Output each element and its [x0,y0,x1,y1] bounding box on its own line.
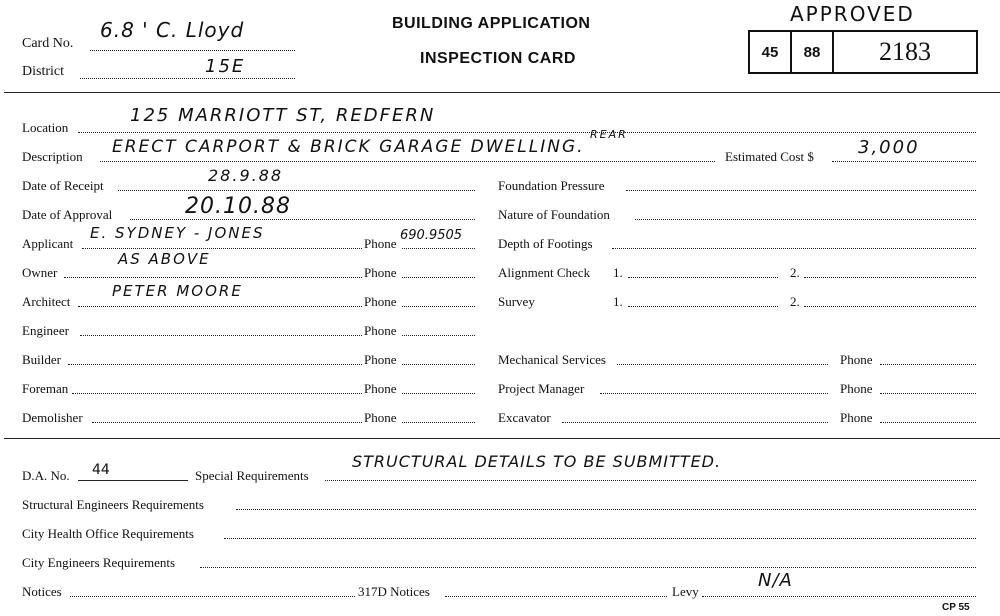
title-line-1: BUILDING APPLICATION [392,15,591,32]
title-line-2: INSPECTION CARD [420,50,576,67]
architect-phone-label: Phone [364,294,397,309]
health-label: City Health Office Requirements [22,526,194,541]
pm-line [600,393,828,394]
applicant-phone-value: 690.9505 [400,228,463,243]
owner-phone-line [402,277,475,278]
foundation-pressure-line [626,190,976,191]
box-cell-1: 45 [750,32,792,72]
cost-label: Estimated Cost $ [725,149,814,164]
structural-label: Structural Engineers Requirements [22,497,204,512]
cost-value: 3,000 [858,137,920,158]
structural-line [236,509,976,510]
excavator-phone-label: Phone [840,410,873,425]
survey-line-2 [804,306,976,307]
levy-line [702,596,976,597]
applicant-phone-line [402,248,475,249]
location-label: Location [22,120,69,135]
notices-line [70,596,355,597]
location-value: 125 MARRIOTT ST, REDFERN [130,105,436,126]
demolisher-label: Demolisher [22,410,83,425]
district-value: 15E [205,56,246,77]
levy-value: N/A [758,570,793,591]
foreman-line [72,393,362,394]
builder-phone-line [402,364,475,365]
excavator-phone-line [880,422,976,423]
alignment-line-1 [628,277,778,278]
approval-label: Date of Approval [22,207,113,222]
foundation-pressure-label: Foundation Pressure [498,178,605,193]
alignment-2: 2. [790,265,800,280]
engineer-label: Engineer [22,323,69,338]
builder-phone-label: Phone [364,352,397,367]
notices-317-label: 317D Notices [358,584,430,599]
foreman-phone-label: Phone [364,381,397,396]
receipt-value: 28.9.88 [208,166,284,185]
applicant-line [82,248,362,249]
location-line [78,132,976,133]
special-value: STRUCTURAL DETAILS TO BE SUBMITTED. [352,452,722,471]
header-divider [4,92,1000,93]
notices-317-line [445,596,667,597]
mechanical-line [617,364,828,365]
alignment-label: Alignment Check [498,265,591,280]
survey-label: Survey [498,294,535,309]
survey-1: 1. [613,294,623,309]
mechanical-phone-label: Phone [840,352,873,367]
builder-label: Builder [22,352,61,367]
district-label: District [22,64,64,79]
health-line [224,538,976,539]
form-code: CP 55 [942,602,970,613]
demolisher-phone-label: Phone [364,410,397,425]
applicant-label: Applicant [22,236,74,251]
architect-value: PETER MOORE [112,282,243,300]
architect-phone-line [402,306,475,307]
applicant-value: E. SYDNEY - JONES [90,224,265,242]
engineer-phone-line [402,335,475,336]
mechanical-phone-line [880,364,976,365]
mechanical-label: Mechanical Services [498,352,606,367]
owner-phone-label: Phone [364,265,397,280]
card-no-value: 6.8 ' C. Lloyd [100,18,245,42]
description-label: Description [22,149,83,164]
builder-line [68,364,362,365]
engineer-line [80,335,362,336]
box-cell-2: 88 [792,32,834,72]
district-line [80,78,295,79]
receipt-line [118,190,475,191]
notices-label: Notices [22,584,62,599]
approval-value: 20.10.88 [185,194,291,219]
da-value: 44 [92,462,110,478]
architect-label: Architect [22,294,71,309]
description-value: ERECT CARPORT & BRICK GARAGE DWELLING. [112,137,585,157]
approval-line [130,219,475,220]
cost-line [832,161,976,162]
approved-stamp: APPROVED [790,2,915,26]
da-label: D.A. No. [22,468,70,483]
nature-foundation-line [635,219,976,220]
special-line [325,480,976,481]
demolisher-phone-line [402,422,475,423]
depth-footings-label: Depth of Footings [498,236,593,251]
description-line [100,161,715,162]
box-cell-3: 2183 [879,37,931,66]
owner-value: AS ABOVE [118,250,211,268]
excavator-line [562,422,828,423]
levy-label: Levy [672,584,699,599]
owner-label: Owner [22,265,58,280]
city-eng-line [200,567,976,568]
pm-phone-line [880,393,976,394]
pm-label: Project Manager [498,381,585,396]
foreman-label: Foreman [22,381,69,396]
details-divider [4,438,1000,439]
description-insert: REAR [590,128,628,141]
da-line [78,480,188,481]
card-no-label: Card No. [22,36,74,51]
nature-foundation-label: Nature of Foundation [498,207,610,222]
alignment-line-2 [804,277,976,278]
owner-line [64,277,362,278]
application-number-box [748,30,978,74]
applicant-phone-label: Phone [364,236,397,251]
survey-line-1 [628,306,778,307]
engineer-phone-label: Phone [364,323,397,338]
special-label: Special Requirements [195,468,309,483]
depth-footings-line [612,248,976,249]
city-eng-label: City Engineers Requirements [22,555,176,570]
alignment-1: 1. [613,265,623,280]
architect-line [78,306,362,307]
receipt-label: Date of Receipt [22,178,104,193]
foreman-phone-line [402,393,475,394]
excavator-label: Excavator [498,410,551,425]
survey-2: 2. [790,294,800,309]
demolisher-line [92,422,362,423]
card-no-line [90,50,295,51]
pm-phone-label: Phone [840,381,873,396]
